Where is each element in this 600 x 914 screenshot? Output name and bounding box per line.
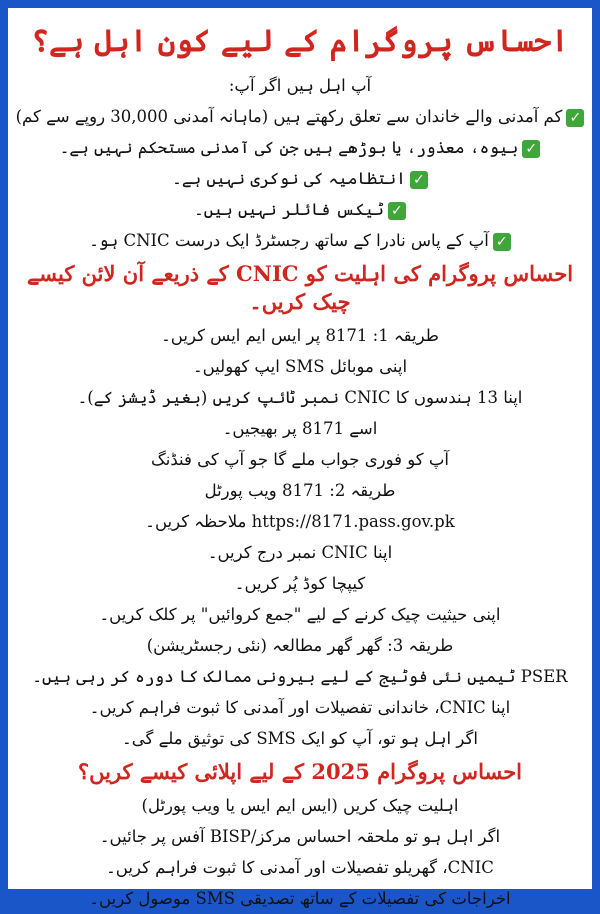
- online-step: اپنی موبائل SMS ایپ کھولیں۔: [192, 357, 408, 376]
- online-step: طریقہ 2: 8171 ویب پورٹل: [204, 481, 396, 500]
- eligibility-item: [14, 132, 586, 163]
- online-steps-list: [8, 320, 592, 754]
- check-mark-icon: ✓: [522, 140, 540, 158]
- online-step: طریقہ 3: گھر گھر مطالعہ (نئی رجسٹریشن): [146, 636, 454, 655]
- check-mark-icon: ✓: [493, 233, 511, 251]
- online-step: PSER ٹیمیں نئی فوٹیج کے لیے بیرونی ممالک کا دورہ کر رہی ہیں۔: [32, 667, 568, 686]
- online-step: آپ کو فوری جواب ملے گا جو آپ کی فنڈنگ: [150, 450, 450, 469]
- online-step: اگر اہل ہو تو، آپ کو ایک SMS کی توثیق ملے گی۔: [122, 729, 478, 748]
- apply-step: اہلیت چیک کریں (ایس ایم ایس یا ویب پورٹل): [141, 796, 459, 815]
- eligibility-text: کم آمدنی والے خاندان سے تعلق رکھتے ہیں (ماہانہ آمدنی 30,000 روپے سے کم): [15, 107, 563, 126]
- page-title: احساس پروگرام کے لیے کون اہل ہے؟: [31, 24, 569, 59]
- apply-steps-list: [8, 790, 592, 914]
- online-step: اپنا CNIC نمبر درج کریں۔: [207, 543, 393, 562]
- online-step: کیپچا کوڈ پُر کریں۔: [234, 574, 366, 593]
- eligibility-item: [14, 194, 586, 225]
- online-step: اپنا 13 ہندسوں کا CNIC نمبر ٹائپ کریں (بغیر ڈیشز کے)۔: [77, 388, 523, 407]
- online-step: اسے 8171 پر بھیجیں۔: [222, 419, 378, 438]
- apply-step: CNIC، گھریلو تفصیلات اور آمدنی کا ثبوت فراہم کریں۔: [106, 858, 494, 877]
- eligibility-text: آپ کے پاس نادرا کے ساتھ رجسٹرڈ ایک درست CNIC ہو۔: [89, 231, 489, 250]
- eligibility-list: [8, 101, 592, 256]
- check-mark-icon: ✓: [566, 109, 584, 127]
- info-card: [8, 8, 592, 908]
- eligibility-text: بیوہ، معذور، یا بوڑھے ہیں جن کی آمدنی مستحکم نہیں ہے۔: [59, 138, 519, 157]
- apply-step: اخراجات کی تفصیلات کے ساتھ تصدیقی SMS موصول کریں۔: [89, 889, 511, 908]
- eligibility-text: انتظامیہ کی نوکری نہیں ہے۔: [172, 169, 406, 188]
- online-step: اپنی حیثیت چیک کرنے کے لیے "جمع کروائیں" پر کلک کریں۔: [99, 605, 501, 624]
- online-step: طریقہ 1: 8171 پر ایس ایم ایس کریں۔: [161, 326, 439, 345]
- online-step: https://8171.pass.gov.pk ملاحظہ کریں۔: [145, 512, 455, 531]
- online-step: اپنا CNIC، خاندانی تفصیلات اور آمدنی کا ثبوت فراہم کریں۔: [89, 698, 511, 717]
- apply-heading: احساس پروگرام 2025 کے لیے اپلائی کیسے کریں؟: [77, 759, 523, 784]
- check-mark-icon: ✓: [410, 171, 428, 189]
- eligibility-item: [14, 101, 586, 132]
- intro-text: آپ اہل ہیں اگر آپ:: [228, 76, 372, 95]
- eligibility-item: [14, 225, 586, 256]
- online-check-heading: احساس پروگرام کی اہلیت کو CNIC کے ذریعے آن لائن کیسے چیک کریں۔: [26, 261, 574, 314]
- apply-step: اگر اہل ہو تو ملحقہ احساس مرکز/BISP آفس پر جائیں۔: [99, 827, 501, 846]
- eligibility-item: [14, 163, 586, 194]
- eligibility-text: ٹیکس فائلر نہیں ہیں۔: [194, 200, 384, 219]
- check-mark-icon: ✓: [388, 202, 406, 220]
